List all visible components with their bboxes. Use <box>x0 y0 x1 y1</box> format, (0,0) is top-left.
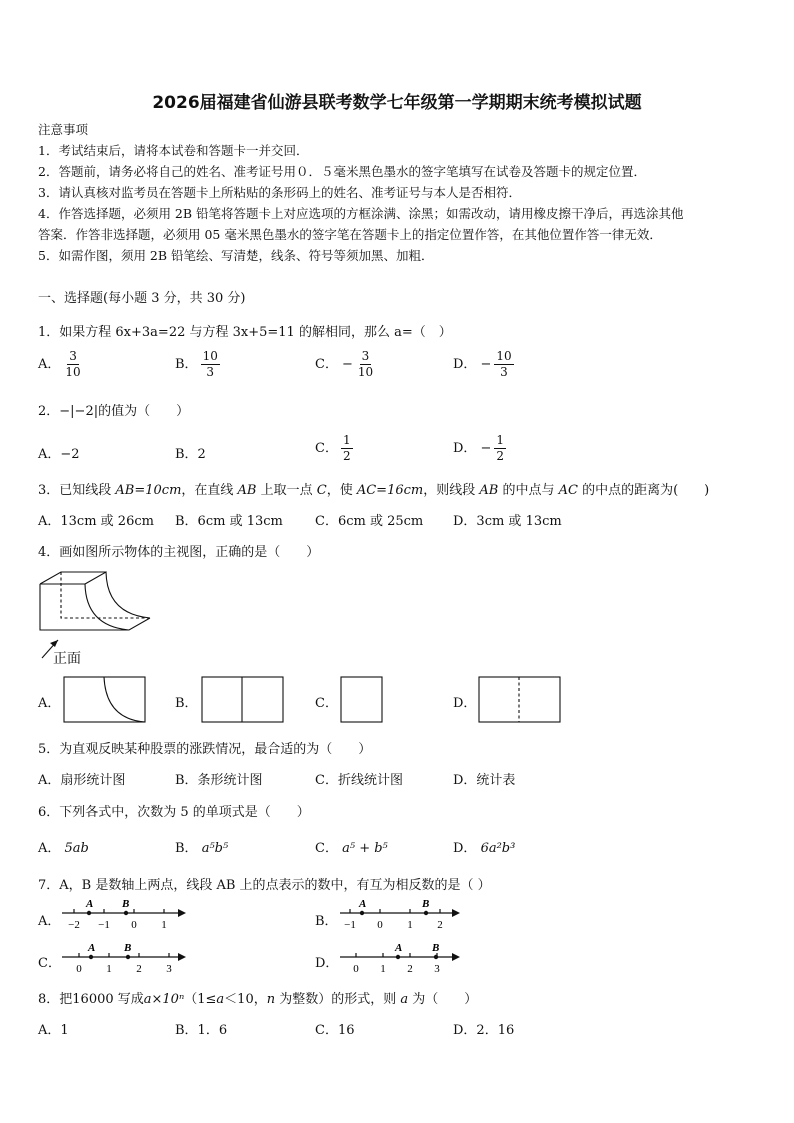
q7-option-b-label: B． <box>315 914 338 929</box>
q1-option-c: C． − $\frac{3}{10}$ <box>315 349 374 379</box>
q3-option-c: C．6cm 或 25cm <box>315 514 424 529</box>
q5-option-d: D．统计表 <box>453 773 516 788</box>
notice-heading: 注意事项 <box>38 122 89 137</box>
tick-label: 1 <box>161 919 167 931</box>
question-5-stem: 5．为直观反映某种股票的涨跌情况，最合适的为（ ） <box>38 742 372 757</box>
point-a-label: A <box>86 898 94 910</box>
q7-option-a-number-line <box>58 896 190 934</box>
notice-item: 5．如需作图，须用 2B 铅笔绘、写清楚，线条、符号等须加黑、加粗． <box>38 248 434 263</box>
q4-option-a-figure <box>62 675 148 725</box>
q4-option-c-label: C． <box>315 696 338 711</box>
q7-option-d-number-line <box>336 940 468 978</box>
question-4-stem: 4．画如图所示物体的主视图，正确的是（ ） <box>38 545 320 560</box>
q3-option-a: A．13cm 或 26cm <box>38 514 154 529</box>
q7-option-d-label: D． <box>315 956 339 971</box>
q3-option-d: D．3cm 或 13cm <box>453 514 562 529</box>
tick-label: 2 <box>437 919 443 931</box>
tick-label: −1 <box>344 919 356 931</box>
question-6-stem: 6．下列各式中，次数为 5 的单项式是（ ） <box>38 805 310 820</box>
q2-option-d: D． − $\frac{1}{2}$ <box>453 433 504 463</box>
q6-option-a: A． 5ab <box>38 841 89 856</box>
q1-option-a: A． $\frac{3}{10}$ <box>38 349 81 379</box>
question-8-stem: 8．把16000 写成a×10ⁿ（1≤a＜10，n 为整数）的形式，则 a 为（ ） <box>38 992 478 1007</box>
tick-label: 1 <box>106 963 112 975</box>
question-3-stem: 3．已知线段 AB=10cm，在直线 AB 上取一点 C，使 AC=16cm，则线段 AB 的中点与 AC 的中点的距离为( ) <box>38 483 710 498</box>
notice-item: 3．请认真核对监考员在答题卡上所粘贴的条形码上的姓名、准考证号与本人是否相符． <box>38 185 521 200</box>
section-heading: 一、选择题(每小题 3 分，共 30 分) <box>38 291 246 306</box>
question-1-stem: 1．如果方程 6x+3a=22 与方程 3x+5=11 的解相同，那么 a=（ ） <box>38 325 452 340</box>
q6-option-b: B． a⁵b⁵ <box>175 841 229 856</box>
q2-option-a: A．−2 <box>38 447 80 462</box>
q7-option-c-label: C． <box>38 956 61 971</box>
q7-option-c-number-line <box>58 940 190 978</box>
tick-label: 0 <box>353 963 359 975</box>
q5-option-b: B．条形统计图 <box>175 773 263 788</box>
q4-option-d-label: D． <box>453 696 477 711</box>
q7-option-b-number-line <box>336 896 468 934</box>
point-b-label: B <box>124 942 132 954</box>
question-2-stem: 2．−|−2|的值为（ ） <box>38 404 190 419</box>
point-a-label: A <box>88 942 96 954</box>
q2-option-c: C． $\frac{1}{2}$ <box>315 433 351 463</box>
q5-option-c: C．折线统计图 <box>315 773 403 788</box>
q4-option-c-figure <box>339 675 385 725</box>
q6-option-d: D． 6a²b³ <box>453 841 516 856</box>
point-b-label: B <box>432 942 440 954</box>
q8-option-d: D．2．16 <box>453 1023 515 1038</box>
tick-label: 0 <box>76 963 82 975</box>
q5-option-a: A．扇形统计图 <box>38 773 126 788</box>
notice-item: 2．答题前，请务必将自己的姓名、准考证号用０．５毫米黑色墨水的签字笔填写在试卷及答题卡的规定位置． <box>38 164 646 179</box>
page-title: 2026届福建省仙游县联考数学七年级第一学期期末统考模拟试题 <box>152 93 642 113</box>
point-a-label: A <box>359 898 367 910</box>
q7-option-a-label: A． <box>38 914 61 929</box>
point-b-label: B <box>122 898 130 910</box>
q8-option-c: C．16 <box>315 1023 355 1038</box>
tick-label: 2 <box>136 963 142 975</box>
tick-label: 1 <box>407 919 413 931</box>
tick-label: 2 <box>407 963 413 975</box>
point-b-label: B <box>422 898 430 910</box>
tick-label: 3 <box>166 963 172 975</box>
q4-option-a-label: A． <box>38 696 61 711</box>
tick-label: 0 <box>131 919 137 931</box>
q8-option-a: A．1 <box>38 1023 69 1038</box>
q1-option-b: B． $\frac{10}{3}$ <box>175 349 218 379</box>
q1-option-d: D． − $\frac{10}{3}$ <box>453 349 512 379</box>
q4-option-b-figure <box>200 675 286 725</box>
front-view-label: 正面 <box>53 651 81 667</box>
tick-label: 1 <box>380 963 386 975</box>
notice-item: 答案．作答非选择题，必须用 05 毫米黑色墨水的签字笔在答题卡上的指定位置作答，在其他位置作答一律无效． <box>38 227 662 242</box>
q6-option-c: C． a⁵ + b⁵ <box>315 841 388 856</box>
q4-option-d-figure <box>477 675 563 725</box>
q8-option-b: B．1．6 <box>175 1023 228 1038</box>
tick-label: −1 <box>98 919 110 931</box>
notice-item: 4．作答选择题，必须用 2B 铅笔将答题卡上对应选项的方框涂满、涂黑；如需改动，请用橡皮擦干净后，再选涂其他 <box>38 206 684 221</box>
q4-option-b-label: B． <box>175 696 198 711</box>
tick-label: 0 <box>377 919 383 931</box>
point-a-label: A <box>395 942 403 954</box>
q2-option-b: B．2 <box>175 447 206 462</box>
tick-label: −2 <box>68 919 80 931</box>
tick-label: 3 <box>434 963 440 975</box>
q3-option-b: B．6cm 或 13cm <box>175 514 283 529</box>
notice-item: 1．考试结束后，请将本试卷和答题卡一并交回． <box>38 143 309 158</box>
question-7-stem: 7．A，B 是数轴上两点，线段 AB 上的点表示的数中，有互为相反数的是（ ） <box>38 878 491 893</box>
